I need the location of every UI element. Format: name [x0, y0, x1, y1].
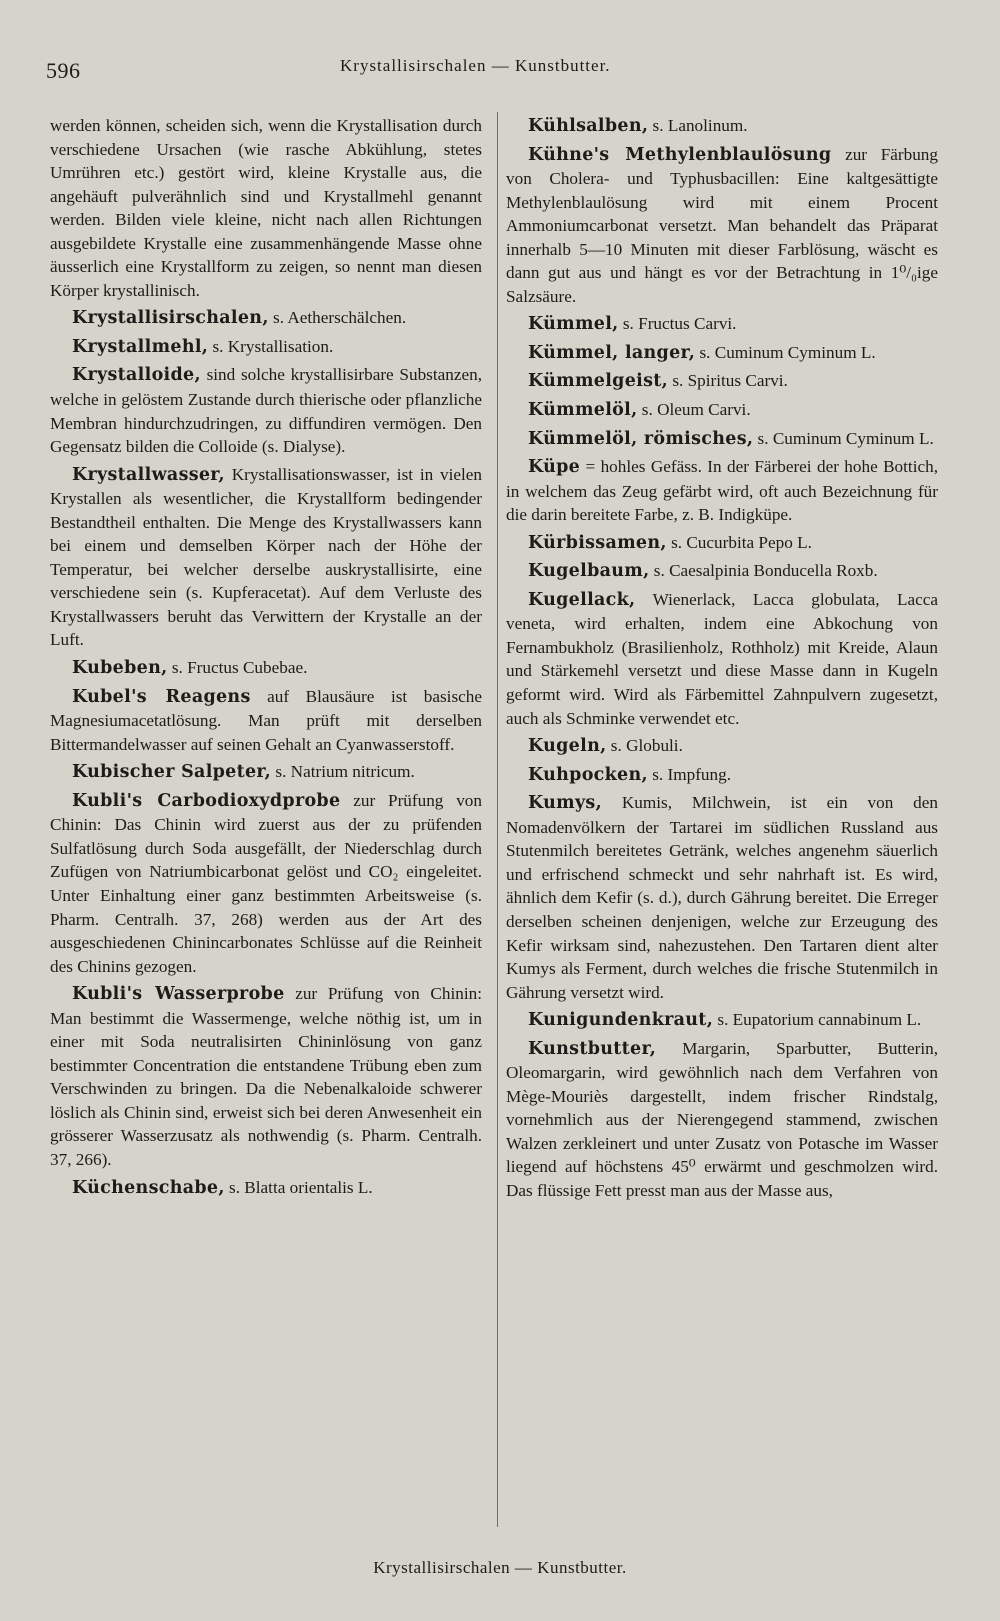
- dictionary-entry: [506, 455, 938, 527]
- entry-headword: Kümmelgeist,: [528, 371, 669, 392]
- dictionary-entry: [506, 1037, 938, 1203]
- dictionary-entry: [506, 791, 938, 1004]
- entry-headword: Kümmel, langer,: [528, 342, 696, 363]
- dictionary-entry: [506, 341, 938, 366]
- dictionary-entry: [50, 685, 482, 757]
- entry-text: auf Blausäure ist basische Magnesiumacetatlösung. Man prüft mit derselben Bittermandelwasser auf seinen Gehalt an Cyanwasserstoff.: [50, 686, 482, 754]
- entry-text: s. Krystallisation.: [208, 336, 334, 356]
- entry-text: s. Fructus Cubebae.: [167, 658, 308, 678]
- entry-headword: Kunstbutter,: [528, 1038, 657, 1059]
- entry-headword: Kühne's Methylenblaulösung: [528, 144, 832, 165]
- dictionary-entry: [506, 1008, 938, 1033]
- footer-caption: Krystallisirschalen — Kunstbutter.: [373, 1558, 627, 1577]
- entry-headword: Krystallisirschalen,: [72, 308, 269, 329]
- entry-headword: Kumys,: [528, 793, 602, 814]
- entry-headword: Krystalloide,: [72, 365, 201, 386]
- dictionary-entry: [50, 306, 482, 331]
- entry-headword: Küpe: [528, 457, 581, 478]
- dictionary-entry: [506, 588, 938, 730]
- dictionary-entry: [506, 312, 938, 337]
- entry-headword: Kümmelöl, römisches,: [528, 428, 754, 449]
- entry-text: Margarin, Sparbutter, Butterin, Oleomargarin, wird gewöhnlich nach dem Verfahren von Mège-Mouriès dargestellt, indem frischer Rindstalg, vornehmlich aus der Nierengegend stammend, zwischen Walzen zerkleinert und unter Zusatz von Potasche im Wasser liegend auf höchstens 45⁰ erwärmt und geschmolzen wird. Das flüssige Fett presst man aus der Masse aus,: [506, 1038, 938, 1200]
- left-column: [50, 114, 482, 1204]
- entry-text: s. Blatta orientalis L.: [224, 1177, 373, 1197]
- entry-text: s. Cucurbita Pepo L.: [666, 532, 812, 552]
- dictionary-entry: [50, 335, 482, 360]
- entry-headword: Kümmel,: [528, 314, 619, 335]
- entry-headword: Kürbissamen,: [528, 532, 667, 553]
- entry-text: s. Eupatorium cannabinum L.: [713, 1010, 922, 1030]
- entry-headword: Kühlsalben,: [528, 116, 649, 136]
- entry-text: s. Impfung.: [647, 764, 731, 784]
- dictionary-entry: [506, 398, 938, 423]
- entry-text: zur Färbung von Cholera- und Typhusbacillen: Eine kaltgesättigte Methylenblaulösung wird mit einem Procent Ammoniumcarbonat versetzt. Man behandelt das Präparat innerhalb 5—10 Minuten mit dieser Farblösung, wäscht es dann gut aus und hängt es vor der Betrachtung in 1⁰/₀ige Salzsäure.: [506, 144, 938, 306]
- dictionary-entry: [50, 463, 482, 652]
- dictionary-entry: [506, 734, 938, 759]
- entry-text: s. Natrium nitricum.: [271, 762, 415, 782]
- entry-headword: Kubli's Wasserprobe: [72, 984, 285, 1005]
- dictionary-entry: [50, 982, 482, 1171]
- entry-headword: Krystallmehl,: [72, 336, 209, 357]
- entry-text: Kumis, Milchwein, ist ein von den Nomadenvölkern der Tartarei im südlichen Russland aus Stutenmilch bereitetes Getränk, welches angenehm säuerlich und erfrischend schmeckt und sehr nahrhaft ist. Es wird, ähnlich dem Kefir (s. d.), durch Gährung bereitet. Die Erreger derselben scheinen denjenigen, welche zur Erzeugung des Kefir wirksam sind, nahezustehen. Den Tartaren dient alter Kumys als Ferment, durch welches die frische Stutenmilch in Gährung versetzt wird.: [506, 793, 938, 1002]
- right-column: [506, 114, 938, 1207]
- entry-headword: Kubischer Salpeter,: [72, 762, 272, 783]
- entry-headword: Kubel's Reagens: [72, 686, 251, 707]
- entry-text: Wienerlack, Lacca globulata, Lacca veneta, wird erhalten, indem eine Abkochung von Fernambukholz (Brasilienholz, Rothholz) mit Kreide, Alaun und Stärkemehl versetzt und diese Masse dann in Kugeln geformt wird. Wird als Färbemittel Zahnpulvern zugesetzt, auch als Schminke verwendet etc.: [506, 589, 938, 728]
- entry-text: = hohles Gefäss. In der Färberei der hohe Bottich, in welchem das Zeug gefärbt wird, oft auch Bezeichnung für die darin bereitete Farbe, z. B. Indigküpe.: [506, 457, 938, 525]
- entry-text: Krystallisationswasser, ist in vielen Krystallen als wesentlicher, die Krystallform bedingender Bestandtheil enthalten. Die Menge des Krystallwassers kann bei einem und demselben Körper nach der Höhe der Temperatur, bei welcher derselbe auskrystallisirte, eine verschiedene sein (s. Kupferacetat). Auf dem Verluste des Krystallwassers beruht das Verwittern der Krystalle an der Luft.: [50, 464, 482, 650]
- running-head: Krystallisirschalen — Kunstbutter.: [340, 56, 611, 75]
- entry-text: s. Fructus Carvi.: [618, 314, 737, 334]
- entry-text: s. Caesalpinia Bonducella Roxb.: [649, 561, 878, 581]
- entry-text: zur Prüfung von Chinin: Man bestimmt die Wassermenge, welche nöthig ist, um in einer mit Soda neutralisirten Chininlösung von ganz bestimmter Concentration die entstandene Trübung eben zum Verschwinden zu bringen. Da die Nebenalkaloide schwerer löslich als Chinin sind, erweist sich bei deren Anwesenheit ein grösserer Wasserzusatz als nothwendig (s. Pharm. Centralh. 37, 266).: [50, 984, 482, 1169]
- entry-headword: Küchenschabe,: [72, 1177, 225, 1198]
- entry-headword: Kugellack,: [528, 589, 636, 610]
- column-divider: [497, 112, 498, 1527]
- dictionary-entry: [506, 369, 938, 394]
- dictionary-entry: [506, 143, 938, 309]
- dictionary-entry: [50, 363, 482, 458]
- entry-headword: Kunigundenkraut,: [528, 1010, 714, 1031]
- dictionary-entry: [506, 114, 938, 139]
- entry-text: s. Cuminum Cyminum L.: [753, 428, 934, 448]
- continuation-paragraph: werden können, scheiden sich, wenn die Krystallisation durch verschiedene Ursachen (wie rasche Abkühlung, stetes Umrühren etc.) gestört wird, kleine Krystalle aus, die angehäuft pulverähnlich sind und Krystallmehl genannt werden. Bilden viele kleine, nicht nach allen Richtungen ausgebildete Krystalle eine zusammenhängende Masse ohne äusserlich eine Krystallform zu zeigen, so nennt man diesen Körper krystallinisch.: [50, 116, 482, 300]
- entry-text: s. Lanolinum.: [648, 116, 748, 135]
- entry-headword: Kubli's Carbodioxydprobe: [72, 790, 341, 811]
- entry-headword: Kuhpocken,: [528, 764, 648, 785]
- entry-headword: Kubeben,: [72, 658, 168, 679]
- entry-text: s. Spiritus Carvi.: [668, 371, 788, 391]
- entry-text: s. Oleum Carvi.: [637, 400, 751, 420]
- entry-text: zur Prüfung von Chinin: Das Chinin wird zuerst aus der zu prüfenden Sulfatlösung durch Soda ausgefällt, der Niederschlag durch Zufügen von Natriumbicarbonat gelöst und CO₂ eingeleitet. Unter Einhaltung einer ganz bestimmten Arbeitsweise (s. Pharm. Centralh. 37, 268) werden aus der Art des ausgeschiedenen Chinincarbonates Schlüsse auf die Reinheit des Chinins gezogen.: [50, 790, 482, 976]
- dictionary-entry: [50, 656, 482, 681]
- entry-text: sind solche krystallisirbare Substanzen, welche in gelöstem Zustande durch thierische oder pflanzliche Membran hindurchzudringen, zu diffundiren vermögen. Den Gegensatz bilden die Colloide (s. Dialyse).: [50, 365, 482, 457]
- entry-headword: Kugeln,: [528, 736, 607, 757]
- dictionary-entry: [50, 760, 482, 785]
- page-number: 596: [46, 58, 81, 83]
- dictionary-entry: [506, 559, 938, 584]
- dictionary-entry: [50, 789, 482, 978]
- entry-text: s. Aetherschälchen.: [268, 308, 407, 328]
- right-entries: [506, 114, 938, 1203]
- entry-text: s. Cuminum Cyminum L.: [695, 342, 876, 362]
- dictionary-entry: [506, 531, 938, 556]
- entry-headword: Kümmelöl,: [528, 400, 638, 421]
- left-entries: [50, 306, 482, 1200]
- entry-headword: Kugelbaum,: [528, 561, 650, 582]
- dictionary-entry: [50, 1176, 482, 1201]
- entry-text: s. Globuli.: [606, 736, 683, 756]
- entry-headword: Krystallwasser,: [72, 464, 225, 485]
- dictionary-entry: [506, 763, 938, 788]
- dictionary-entry: [506, 427, 938, 452]
